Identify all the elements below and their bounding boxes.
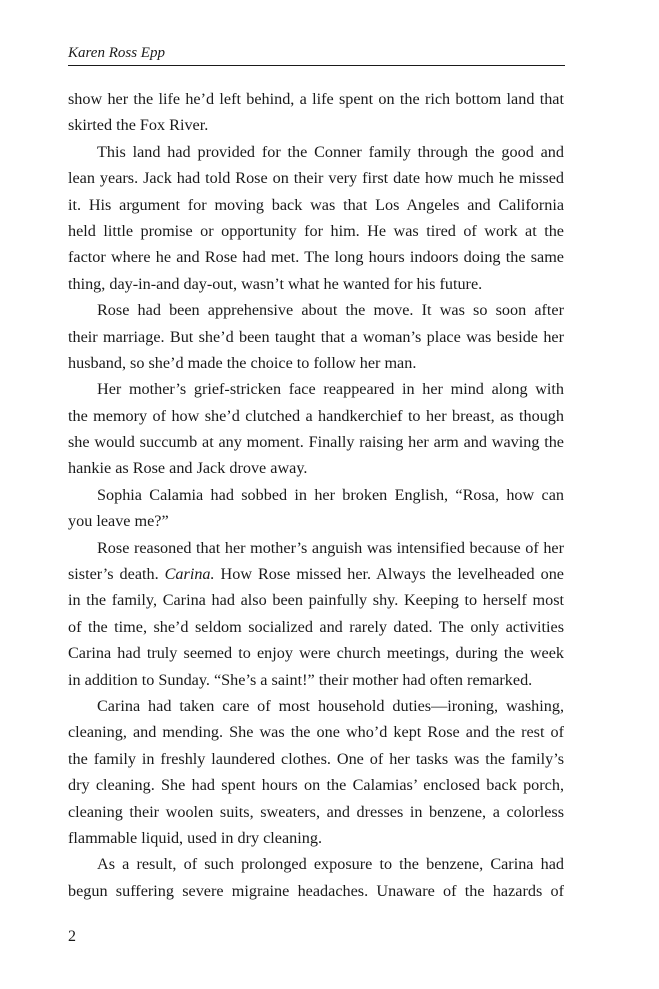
text-line: Rose had been apprehensive about the move. It was so soon after [97, 301, 564, 320]
text-line: Sophia Calamia had sobbed in her broken English, “Rosa, how can [97, 485, 564, 504]
text-line: cleaning their woolen suits, sweaters, and dresses in benzene, a colorless [68, 802, 564, 821]
body-text [68, 86, 564, 904]
emphasized-name: Carina. [164, 565, 215, 584]
header-rule [68, 65, 565, 66]
text-segment: sister’s death. [68, 565, 165, 584]
text-line: As a result, of such prolonged exposure to the benzene, Carina had [97, 855, 564, 874]
text-line: flammable liquid, used in dry cleaning. [68, 828, 322, 847]
running-head: Karen Ross Epp [68, 45, 165, 61]
text-line: begun suffering severe migraine headaches. Unaware of the hazards of [68, 881, 564, 900]
text-line: in addition to Sunday. “She’s a saint!” their mother had often remarked. [68, 670, 533, 689]
text-line: Her mother’s grief-stricken face reappeared in her mind along with [97, 380, 564, 399]
text-line: it. His argument for moving back was that Los Angeles and California [68, 195, 564, 214]
text-line: you leave me?” [68, 512, 169, 531]
text-line [68, 561, 564, 587]
text-line: dry cleaning. She had spent hours on the Calamias’ enclosed back porch, [68, 776, 564, 795]
text-line: in the family, Carina had also been painfully shy. Keeping to herself most [68, 591, 564, 610]
text-line: thing, day-in-and day-out, wasn’t what he wanted for his future. [68, 274, 483, 293]
text-line: husband, so she’d made the choice to follow her man. [68, 353, 417, 372]
text-line: their marriage. But she’d been taught that a woman’s place was beside her [68, 327, 564, 346]
text-line: she would succumb at any moment. Finally raising her arm and waving the [68, 433, 564, 452]
text-line: lean years. Jack had told Rose on their very first date how much he missed [68, 169, 564, 188]
text-line: cleaning, and mending. She was the one who’d kept Rose and the rest of [68, 723, 564, 742]
text-line: held little promise or opportunity for him. He was tired of work at the [68, 221, 564, 240]
text-line: This land had provided for the Conner family through the good and [97, 142, 564, 161]
text-segment: How Rose missed her. Always the levelheaded one [214, 565, 564, 584]
text-line: of the time, she’d seldom socialized and rarely dated. The only activities [68, 617, 564, 636]
text-line: the family in freshly laundered clothes. One of her tasks was the family’s [68, 749, 564, 768]
text-line: Rose reasoned that her mother’s anguish was intensified because of her [97, 538, 564, 557]
text-line: the memory of how she’d clutched a handkerchief to her breast, as though [68, 406, 564, 425]
text-line: skirted the Fox River. [68, 116, 209, 135]
text-line: show her the life he’d left behind, a life spent on the rich bottom land that [68, 90, 564, 108]
text-line: hankie as Rose and Jack drove away. [68, 459, 308, 478]
text-line: Carina had truly seemed to enjoy were church meetings, during the week [68, 644, 564, 663]
text-line: Carina had taken care of most household duties—ironing, washing, [97, 696, 564, 715]
text-line: factor where he and Rose had met. The long hours indoors doing the same [68, 248, 564, 267]
page-number: 2 [68, 928, 76, 945]
